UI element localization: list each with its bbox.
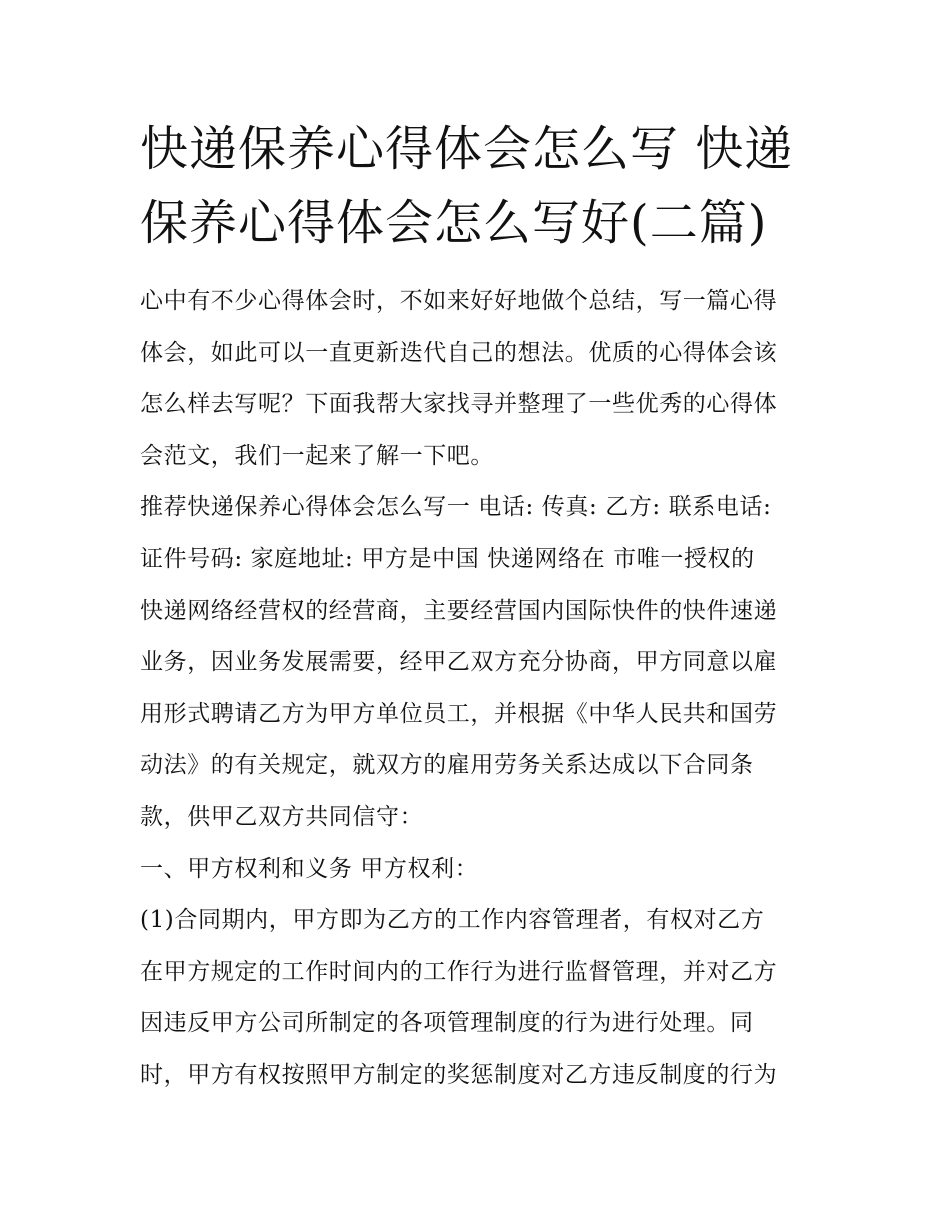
body-line: 动法》的有关规定，就双方的雇用劳务关系达成以下合同条 bbox=[140, 752, 754, 779]
body-line: 心中有不少心得体会时，不如来好好地做个总结，写一篇心得 bbox=[140, 288, 778, 314]
body-line: 在甲方规定的工作时间内的工作行为进行监督管理，并对乙方 bbox=[140, 958, 778, 985]
body-line: 用形式聘请乙方为甲方单位员工，并根据《中华人民共和国劳 bbox=[140, 700, 778, 727]
body-line: 款，供甲乙双方共同信守： bbox=[140, 803, 424, 830]
body-line: 业务，因业务发展需要，经甲乙双方充分协商，甲方同意以雇 bbox=[140, 649, 778, 676]
title-line: 快递保养心得体会怎么写 快递 bbox=[140, 121, 794, 177]
body-line: (1)合同期内，甲方即为乙方的工作内容管理者，有权对乙方 bbox=[140, 907, 765, 934]
body-line: 快递网络经营权的经营商，主要经营国内国际快件的快件速递 bbox=[140, 597, 778, 624]
body-line: 一、甲方权利和义务 甲方权利： bbox=[140, 855, 479, 882]
body-line: 证件号码: 家庭地址: 甲方是中国 快递网络在 市唯一授权的 bbox=[140, 545, 755, 572]
body-line: 怎么样去写呢？下面我帮大家找寻并整理了一些优秀的心得体 bbox=[140, 391, 778, 418]
document-body bbox=[140, 276, 816, 1102]
body-line: 时，甲方有权按照甲方制定的奖惩制度对乙方违反制度的行为 bbox=[140, 1061, 778, 1088]
document-content bbox=[140, 112, 816, 1102]
document-title bbox=[140, 112, 816, 260]
body-line: 因违反甲方公司所制定的各项管理制度的行为进行处理。同 bbox=[140, 1010, 754, 1037]
title-line: 保养心得体会怎么写好(二篇) bbox=[140, 195, 768, 251]
body-line: 推荐快递保养心得体会怎么写一 电话: 传真: 乙方: 联系电话: bbox=[140, 494, 772, 521]
body-line: 会范文，我们一起来了解一下吧。 bbox=[140, 442, 494, 469]
body-line: 体会，如此可以一直更新迭代自己的想法。优质的心得体会该 bbox=[140, 339, 778, 366]
